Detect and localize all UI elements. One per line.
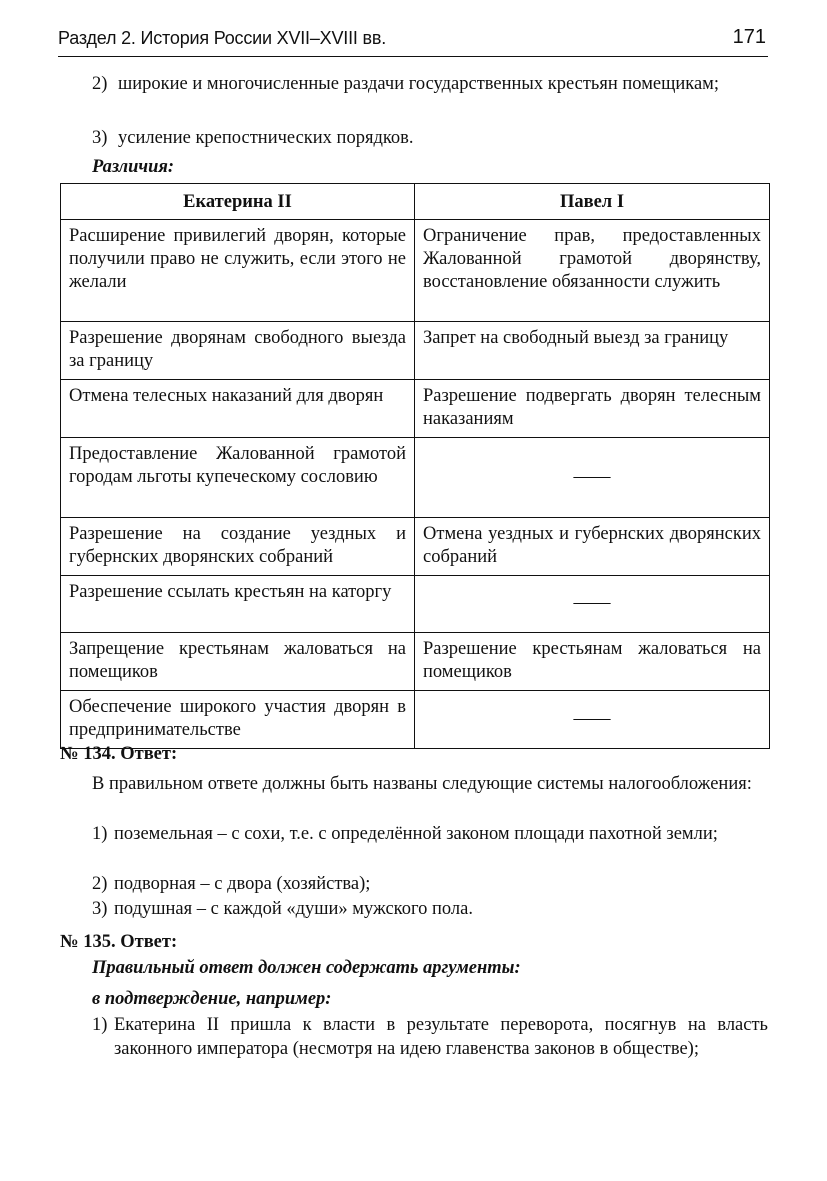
column-header-catherine: Екатерина II [61,184,415,220]
section-title: Раздел 2. История России XVII–XVIII вв. [58,28,387,48]
differences-label: Различия: [92,157,175,177]
table-cell: Разрешение на создание уездных и губернских дворянских собраний [61,518,415,576]
table-cell: Отмена телесных наказаний для дворян [61,380,415,438]
item-text: поземельная – с сохи, т.е. с определённой законом площади пахотной земли; [114,824,718,844]
table-cell: Предоставление Жалованной грамотой городам льготы купеческому сословию [61,438,415,518]
table-cell: Разрешение дворянам свободного выезда за границу [61,322,415,380]
table-header-row [61,184,770,220]
table-cell: Разрешение ссылать крестьян на каторгу [61,576,415,633]
table-cell: Запрещение крестьянам жаловаться на помещиков [61,633,415,691]
item-number: 3) [92,128,108,148]
list-item [92,1013,768,1093]
answer-135-subtitle: Правильный ответ должен содержать аргументы: [92,958,521,978]
answer-134-intro: В правильном ответе должны быть названы следующие системы налогообложения: [92,774,752,794]
table-row [61,691,770,749]
confirm-label: в подтверждение, например: [92,989,332,1009]
page-number: 171 [732,26,766,48]
table-row [61,322,770,380]
answer-135-title: № 135. Ответ: [60,932,178,952]
item-number: 1) [92,1015,108,1035]
empty-dash-cell: —— [415,576,770,633]
table-cell: Ограничение прав, предоставленных Жалованной грамотой дворянству, восстановление обязанности служить [415,220,770,322]
item-number: 2) [92,874,108,894]
comparison-table [60,183,770,749]
table-row [61,380,770,438]
list-item [92,822,768,872]
table-cell: Разрешение крестьянам жаловаться на помещиков [415,633,770,691]
list-item [92,872,768,898]
item-text: усиление крепостнических порядков. [118,128,414,148]
table-row [61,220,770,322]
table-row [61,438,770,518]
running-header [58,26,768,57]
table-cell: Запрет на свободный выезд за границу [415,322,770,380]
table-row [61,518,770,576]
table-cell: Разрешение подвергать дворян телесным наказаниям [415,380,770,438]
table-row [61,576,770,633]
item-number: 2) [92,74,108,94]
column-header-paul: Павел I [415,184,770,220]
table-row [61,633,770,691]
list-item [92,897,768,923]
table-cell: Обеспечение широкого участия дворян в предпринимательстве [61,691,415,749]
item-text: подушная – с каждой «души» мужского пола. [114,899,473,919]
list-item [92,126,768,152]
empty-dash-cell: —— [415,691,770,749]
item-text: широкие и многочисленные раздачи государственных крестьян помещикам; [118,74,720,94]
table-cell: Расширение привилегий дворян, которые получили право не служить, если этого не желали [61,220,415,322]
answer-134-title: № 134. Ответ: [60,744,178,764]
list-item [92,72,768,122]
item-number: 3) [92,899,108,919]
item-text: Екатерина II пришла к власти в результате переворота, посягнув на власть законного императора (несмотря на идею главенства законов в обществе); [114,1015,768,1059]
item-text: подворная – с двора (хозяйства); [114,874,371,894]
table-cell: Отмена уездных и губернских дворянских собраний [415,518,770,576]
empty-dash-cell: —— [415,438,770,518]
item-number: 1) [92,824,108,844]
